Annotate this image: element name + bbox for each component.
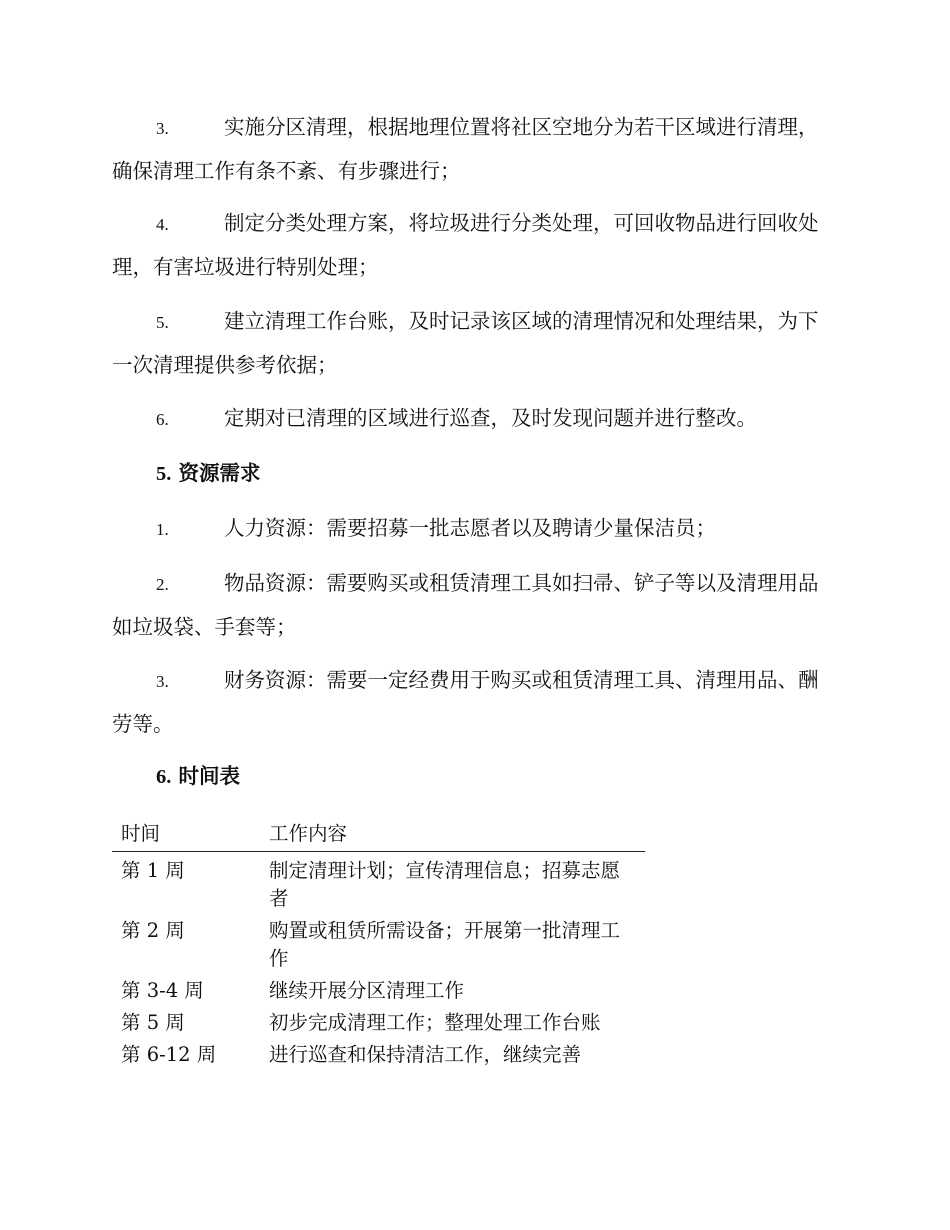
list-number: 1. xyxy=(156,520,169,539)
cell-content: 进行巡查和保持清洁工作，继续完善 xyxy=(269,1043,582,1066)
list-item xyxy=(112,562,834,649)
cell-time: 第 2 周 xyxy=(121,919,185,942)
cell-content: 初步完成清理工作；整理处理工作台账 xyxy=(269,1011,601,1034)
list-number: 4. xyxy=(156,215,169,234)
cell-time: 第 1 周 xyxy=(121,859,185,882)
table-row xyxy=(112,917,645,977)
table-row xyxy=(112,977,645,1009)
list-number: 3. xyxy=(156,119,169,138)
section-number: 6. xyxy=(156,766,172,788)
table-row xyxy=(112,852,645,918)
list-item xyxy=(112,202,834,289)
list-item xyxy=(112,300,834,387)
cell-content: 制定清理计划；宣传清理信息；招募志愿者 xyxy=(269,859,621,910)
section-heading-resources xyxy=(156,458,261,489)
cell-content: 继续开展分区清理工作 xyxy=(269,979,465,1002)
list-number: 5. xyxy=(156,313,169,332)
list-text: 建立清理工作台账，及时记录该区域的清理情况和处理结果，为下一次清理提供参考依据； xyxy=(112,309,819,377)
list-text: 实施分区清理，根据地理位置将社区空地分为若干区域进行清理，确保清理工作有条不紊、有步骤进行； xyxy=(112,115,819,183)
list-number: 6. xyxy=(156,410,169,429)
cell-time: 第 6-12 周 xyxy=(121,1043,217,1066)
section-title: 资源需求 xyxy=(178,461,261,485)
list-item xyxy=(112,106,834,193)
list-text: 财务资源：需要一定经费用于购买或租赁清理工具、清理用品、酬劳等。 xyxy=(112,668,819,736)
list-number: 3. xyxy=(156,672,169,691)
schedule-table xyxy=(112,818,645,1073)
list-item xyxy=(112,659,834,746)
section-heading-schedule xyxy=(156,761,240,792)
list-text: 制定分类处理方案，将垃圾进行分类处理，可回收物品进行回收处理，有害垃圾进行特别处理； xyxy=(112,211,819,279)
list-text: 人力资源：需要招募一批志愿者以及聘请少量保洁员； xyxy=(224,516,716,540)
list-text: 物品资源：需要购买或租赁清理工具如扫帚、铲子等以及清理用品如垃圾袋、手套等； xyxy=(112,571,819,639)
cell-content: 购置或租赁所需设备；开展第一批清理工作 xyxy=(269,919,621,970)
list-number: 2. xyxy=(156,575,169,594)
table-row xyxy=(112,1009,645,1041)
table-row xyxy=(112,1041,645,1073)
column-header-content: 工作内容 xyxy=(260,818,645,852)
list-text: 定期对已清理的区域进行巡查，及时发现问题并进行整改。 xyxy=(224,406,757,430)
section-title: 时间表 xyxy=(178,764,241,788)
list-item xyxy=(112,397,834,441)
cell-time: 第 3-4 周 xyxy=(121,979,204,1002)
column-header-time: 时间 xyxy=(112,818,260,852)
list-item xyxy=(112,507,834,551)
section-number: 5. xyxy=(156,463,172,485)
table-header-row xyxy=(112,818,645,852)
cell-time: 第 5 周 xyxy=(121,1011,185,1034)
